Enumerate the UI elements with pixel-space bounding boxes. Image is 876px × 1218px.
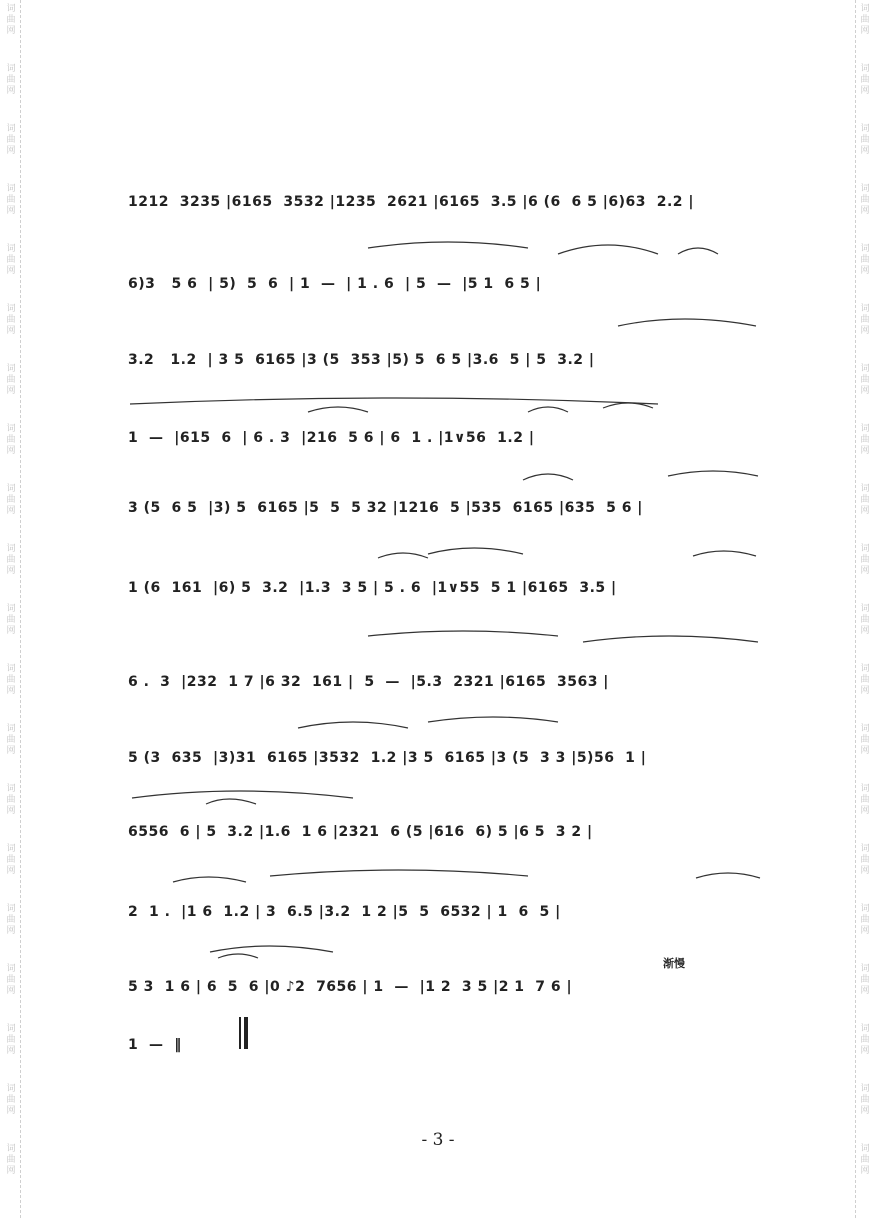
page-number: - 3 - — [421, 1130, 455, 1150]
left-watermark-strip — [2, 0, 21, 1218]
watermark-text: 词 曲 网 — [6, 844, 16, 876]
jianpu-notes: 2 1 . |1 6 1.2 | 3 6.5 |3.2 1 2 |5 5 6532 | 1 6 5 | — [128, 904, 561, 920]
watermark-text: 词 曲 网 — [860, 604, 870, 636]
slur-marks-line-4 — [128, 388, 758, 448]
watermark-text: 词 曲 网 — [6, 1144, 16, 1176]
watermark-text: 词 曲 网 — [860, 844, 870, 876]
watermark-text: 词 曲 网 — [6, 304, 16, 336]
watermark-text: 词 曲 网 — [860, 364, 870, 396]
watermark-text: 词 曲 网 — [6, 964, 16, 996]
watermark-text: 词 曲 网 — [6, 484, 16, 516]
jianpu-notes: 5 (3 635 |3)31 6165 |3532 1.2 |3 5 6165 |3 (5 3 3 |5)56 1 | — [128, 750, 647, 766]
slur-marks-line-9 — [128, 780, 758, 840]
slur-marks-line-11 — [128, 936, 758, 996]
watermark-text: 词 曲 网 — [860, 184, 870, 216]
jianpu-notes: 1212 3235 |6165 3532 |1235 2621 |6165 3.5 |6 (6 6 5 |6)63 2.2 | — [128, 194, 695, 210]
watermark-text: 词 曲 网 — [6, 544, 16, 576]
watermark-text: 词 曲 网 — [6, 64, 16, 96]
watermark-text: 词 曲 网 — [860, 64, 870, 96]
watermark-text: 词 曲 网 — [860, 664, 870, 696]
jianpu-notes: 5 3 1 6 | 6 5 6 |0 ♪2 7656 | 1 — |1 2 3 5 |2 1 7 6 | — [128, 979, 573, 995]
slur-marks-line-2 — [128, 232, 758, 292]
slur-marks-line-5 — [128, 456, 758, 516]
slur-marks-line-10 — [128, 858, 758, 918]
watermark-text: 词 曲 网 — [6, 184, 16, 216]
watermark-text: 词 曲 网 — [6, 1084, 16, 1116]
slur-marks-line-8 — [128, 706, 758, 766]
watermark-text: 词 曲 网 — [6, 664, 16, 696]
watermark-text: 词 曲 网 — [860, 724, 870, 756]
jianpu-notes: 1 — |615 6 | 6 . 3 |216 5 6 | 6 1 . |1∨56 1.2 | — [128, 430, 535, 446]
jianpu-notes: 6 . 3 |232 1 7 |6 32 161 | 5 — |5.3 2321 |6165 3563 | — [128, 674, 609, 690]
watermark-text: 词 曲 网 — [860, 1144, 870, 1176]
watermark-text: 词 曲 网 — [6, 724, 16, 756]
watermark-text: 词 曲 网 — [6, 424, 16, 456]
right-watermark-strip — [855, 0, 874, 1218]
watermark-text: 词 曲 网 — [6, 4, 16, 36]
watermark-text: 词 曲 网 — [6, 904, 16, 936]
watermark-text: 词 曲 网 — [6, 784, 16, 816]
watermark-text: 词 曲 网 — [860, 1084, 870, 1116]
watermark-text: 词 曲 网 — [860, 4, 870, 36]
final-barline — [128, 1013, 758, 1073]
jianpu-notes: 3.2 1.2 | 3 5 6165 |3 (5 353 |5) 5 6 5 |3.6 5 | 5 3.2 | — [128, 352, 595, 368]
watermark-text: 词 曲 网 — [6, 244, 16, 276]
watermark-text: 词 曲 网 — [6, 1024, 16, 1056]
jianpu-notes: 1 — ‖ — [128, 1037, 182, 1053]
watermark-text: 词 曲 网 — [860, 1024, 870, 1056]
watermark-text: 词 曲 网 — [860, 484, 870, 516]
notation-line-1 — [128, 170, 758, 230]
watermark-text: 词 曲 网 — [860, 904, 870, 936]
slur-marks-line-3 — [128, 306, 758, 366]
watermark-text: 词 曲 网 — [860, 544, 870, 576]
watermark-text: 词 曲 网 — [860, 304, 870, 336]
tempo-marking: 渐慢 — [663, 957, 685, 970]
watermark-text: 词 曲 网 — [6, 364, 16, 396]
jianpu-notes: 3 (5 6 5 |3) 5 6165 |5 5 5 32 |1216 5 |535 6165 |635 5 6 | — [128, 500, 643, 516]
jianpu-notes: 6556 6 | 5 3.2 |1.6 1 6 |2321 6 (5 |616 6) 5 |6 5 3 2 | — [128, 824, 593, 840]
watermark-text: 词 曲 网 — [6, 604, 16, 636]
watermark-text: 词 曲 网 — [860, 964, 870, 996]
jianpu-notes: 6)3 5 6 | 5) 5 6 | 1 — | 1 . 6 | 5 — |5 1 6 5 | — [128, 276, 542, 292]
watermark-text: 词 曲 网 — [6, 124, 16, 156]
watermark-text: 词 曲 网 — [860, 244, 870, 276]
slur-marks-line-6 — [128, 536, 758, 596]
slur-marks-line-7 — [128, 624, 758, 684]
watermark-text: 词 曲 网 — [860, 424, 870, 456]
jianpu-notes: 1 (6 161 |6) 5 3.2 |1.3 3 5 | 5 . 6 |1∨55 5 1 |6165 3.5 | — [128, 580, 617, 596]
watermark-text: 词 曲 网 — [860, 124, 870, 156]
watermark-text: 词 曲 网 — [860, 784, 870, 816]
